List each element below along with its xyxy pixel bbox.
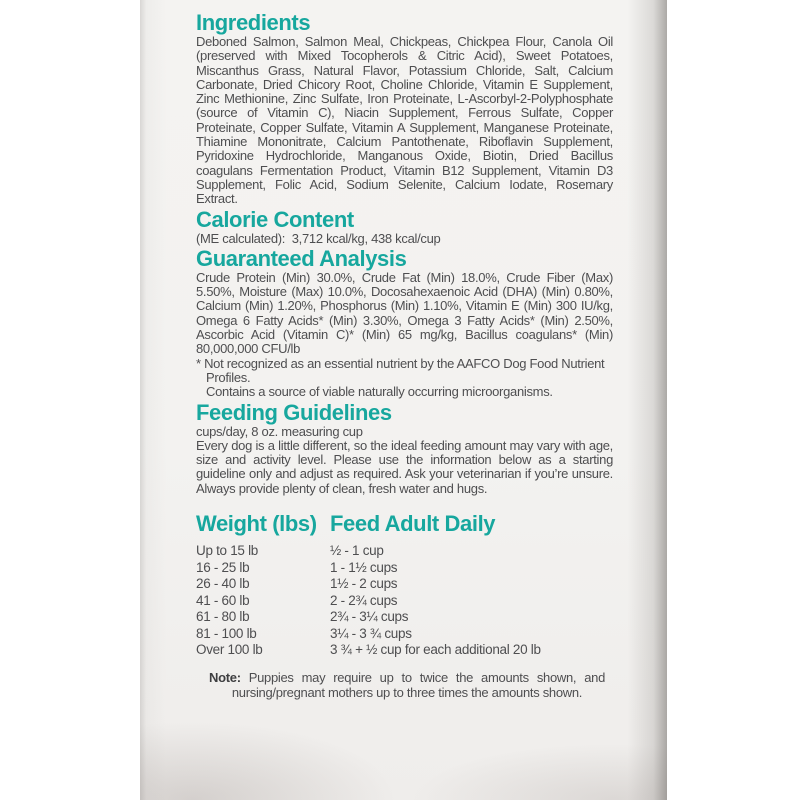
table-row	[196, 593, 613, 610]
table-row	[196, 626, 613, 643]
feed-amount: 1 - 1½ cups	[330, 559, 398, 575]
weight-column-header: Weight (lbs)	[196, 511, 317, 537]
footnote-text: Not recognized as an essential nutrient by the AAFCO Dog Food Nutrient Profiles.	[204, 355, 605, 385]
feeding-note	[209, 670, 605, 701]
weight-range: Over 100 lb	[196, 642, 263, 658]
package-back-panel	[140, 0, 667, 800]
footnote-asterisk: *	[196, 355, 201, 371]
feed-amount: ½ - 1 cup	[330, 543, 384, 559]
microorganisms-note: Contains a source of viable naturally occurring microorganisms.	[206, 384, 553, 400]
feed-amount: 3 ¾ + ½ cup for each additional 20 lb	[330, 642, 541, 658]
weight-range: 61 - 80 lb	[196, 609, 250, 625]
aafco-footnote	[196, 357, 613, 386]
weight-range: 81 - 100 lb	[196, 625, 257, 641]
feeding-table-header	[196, 511, 613, 536]
feed-amount: 3¼ - 3 ¾ cups	[330, 625, 412, 641]
table-row	[196, 642, 613, 659]
calorie-content-text: (ME calculated): 3,712 kcal/kg, 438 kcal/cup	[196, 230, 441, 246]
feed-amount: 1½ - 2 cups	[330, 576, 398, 592]
feeding-guidelines-title: Feeding Guidelines	[196, 399, 392, 425]
feed-amount: 2 - 2¾ cups	[330, 592, 398, 608]
table-row	[196, 543, 613, 560]
feeding-guidelines-subtitle: cups/day, 8 oz. measuring cup	[196, 423, 363, 439]
note-label: Note:	[209, 669, 241, 685]
feed-amount: 2¾ - 3¼ cups	[330, 609, 409, 625]
weight-range: 16 - 25 lb	[196, 559, 250, 575]
feeding-guidelines-text: Every dog is a little different, so the ideal feeding amount may vary with age, size and activity level. Please use the information below as a starting guideline only and adjust as required. Ask your veterinarian if you’re unsure. Always provide plenty of clean, fresh water and hugs.	[196, 437, 613, 496]
ingredients-text: Deboned Salmon, Salmon Meal, Chickpeas, Chickpea Flour, Canola Oil (preserved with Mixed Tocopherols & Citric Acid), Sweet Potatoes, Miscanthus Grass, Natural Flavor, Potassium Chloride, Salt, Calcium Carbonate, Dried Chicory Root, Choline Chloride, Vitamin E Supplement, Zinc Methionine, Zinc Sulfate, Iron Proteinate, L-Ascorbyl-2-Polyphosphate (source of Vitamin C), Niacin Supplement, Ferrous Sulfate, Copper Proteinate, Copper Sulfate, Vitamin A Supplement, Manganese Proteinate, Thiamine Mononitrate, Calcium Pantothenate, Riboflavin Supplement, Pyridoxine Hydrochloride, Manganous Oxide, Biotin, Dried Bacillus coagulans Fermentation Product, Vitamin B12 Supplement, Vitamin D3 Supplement, Folic Acid, Sodium Selenite, Calcium Iodate, Rosemary Extract.	[196, 34, 613, 207]
weight-range: Up to 15 lb	[196, 543, 258, 559]
feed-column-header: Feed Adult Daily	[330, 511, 496, 537]
ingredients-title: Ingredients	[196, 10, 311, 35]
table-row	[196, 609, 613, 626]
feeding-table	[196, 543, 613, 659]
calorie-content-title: Calorie Content	[196, 206, 354, 232]
table-row	[196, 560, 613, 577]
note-text: Puppies may require up to twice the amounts shown, and nursing/pregnant mothers up to three times the amounts shown.	[231, 669, 606, 700]
guaranteed-analysis-text: Crude Protein (Min) 30.0%, Crude Fat (Min) 18.0%, Crude Fiber (Max) 5.50%, Moisture (Max) 10.0%, Docosahexaenoic Acid (DHA) (Min) 0.80%, Calcium (Min) 1.20%, Phosphorus (Min) 1.10%, Vitamin E (Min) 300 IU/kg, Omega 6 Fatty Acids* (Min) 3.30%, Omega 3 Fatty Acids* (Min) 2.50%, Ascorbic Acid (Vitamin C)* (Min) 65 mg/kg, Bacillus coagulans* (Min) 80,000,000 CFU/lb	[196, 269, 613, 357]
weight-range: 41 - 60 lb	[196, 592, 250, 608]
table-row	[196, 576, 613, 593]
weight-range: 26 - 40 lb	[196, 576, 250, 592]
guaranteed-analysis-title: Guaranteed Analysis	[196, 245, 407, 271]
